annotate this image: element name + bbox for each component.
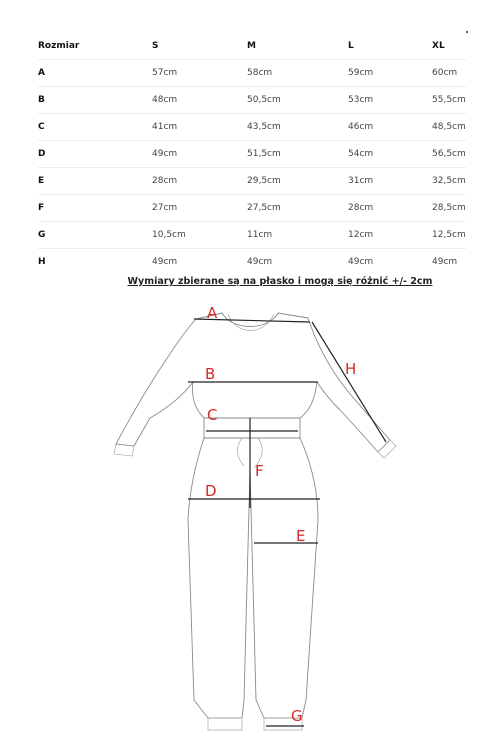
- table-row: [38, 141, 466, 168]
- header-s: S: [152, 41, 159, 51]
- row-label: C: [38, 114, 152, 141]
- cell-value: 48cm: [152, 87, 247, 114]
- label-d: D: [205, 482, 217, 500]
- label-f: F: [255, 462, 264, 480]
- row-label: F: [38, 195, 152, 222]
- table-row: [38, 60, 466, 87]
- cell-value: 46cm: [348, 114, 432, 141]
- label-c: C: [207, 406, 218, 424]
- cell-value: 28,5cm: [432, 195, 466, 222]
- pants-outline: [188, 438, 318, 718]
- cell-value: 50,5cm: [247, 87, 348, 114]
- label-e: E: [296, 527, 306, 545]
- cell-value: 10,5cm: [152, 222, 247, 249]
- cell-value: 48,5cm: [432, 114, 466, 141]
- cell-value: 12,5cm: [432, 222, 466, 249]
- cell-value: 55,5cm: [432, 87, 466, 114]
- table-header-row: [38, 33, 466, 60]
- cell-value: 51,5cm: [247, 141, 348, 168]
- cell-value: 58cm: [247, 60, 348, 87]
- cell-value: 57cm: [152, 60, 247, 87]
- header-xl: XL: [432, 41, 445, 51]
- table-row: [38, 87, 466, 114]
- table-row: [38, 249, 466, 276]
- cell-value: 56,5cm: [432, 141, 466, 168]
- cell-value: 49cm: [152, 249, 247, 276]
- right-cuff: [378, 440, 396, 458]
- row-label: A: [38, 60, 152, 87]
- cell-value: 49cm: [247, 249, 348, 276]
- cell-value: 28cm: [152, 168, 247, 195]
- cell-value: 11cm: [247, 222, 348, 249]
- label-h: H: [345, 360, 357, 378]
- table-row: [38, 222, 466, 249]
- cell-value: 28cm: [348, 195, 432, 222]
- header-m: M: [247, 41, 256, 51]
- cell-value: 32,5cm: [432, 168, 466, 195]
- measurement-labels: [205, 304, 356, 725]
- row-label: G: [38, 222, 152, 249]
- left-cuff: [114, 444, 134, 456]
- measurement-note: Wymiary zbierane są na płasko i mogą się różnić +/- 2cm: [127, 276, 433, 287]
- cell-value: 27cm: [152, 195, 247, 222]
- row-label: E: [38, 168, 152, 195]
- left-ankle-cuff: [208, 718, 242, 730]
- size-table: [38, 33, 466, 275]
- table-row: [38, 114, 466, 141]
- cell-value: 43,5cm: [247, 114, 348, 141]
- row-label: B: [38, 87, 152, 114]
- neck-rib: [228, 314, 274, 331]
- header-l: L: [348, 41, 354, 51]
- header-size: Rozmiar: [38, 41, 80, 51]
- cell-value: 60cm: [432, 60, 466, 87]
- measure-line-h: [312, 322, 386, 442]
- measurement-lines: [188, 319, 386, 726]
- label-g: G: [291, 707, 303, 725]
- cell-value: 29,5cm: [247, 168, 348, 195]
- table-row: [38, 168, 466, 195]
- cell-value: 49cm: [152, 141, 247, 168]
- waistband: [204, 418, 300, 438]
- jumpsuit-diagram: [0, 290, 504, 756]
- row-label: H: [38, 249, 152, 276]
- cell-value: 53cm: [348, 87, 432, 114]
- cell-value: 31cm: [348, 168, 432, 195]
- label-b: B: [205, 365, 216, 383]
- row-label: D: [38, 141, 152, 168]
- cell-value: 12cm: [348, 222, 432, 249]
- cell-value: 54cm: [348, 141, 432, 168]
- cell-value: 59cm: [348, 60, 432, 87]
- label-a: A: [207, 304, 218, 322]
- cell-value: 49cm: [432, 249, 466, 276]
- cell-value: 27,5cm: [247, 195, 348, 222]
- corner-dot: [466, 31, 468, 33]
- cell-value: 49cm: [348, 249, 432, 276]
- table-row: [38, 195, 466, 222]
- cell-value: 41cm: [152, 114, 247, 141]
